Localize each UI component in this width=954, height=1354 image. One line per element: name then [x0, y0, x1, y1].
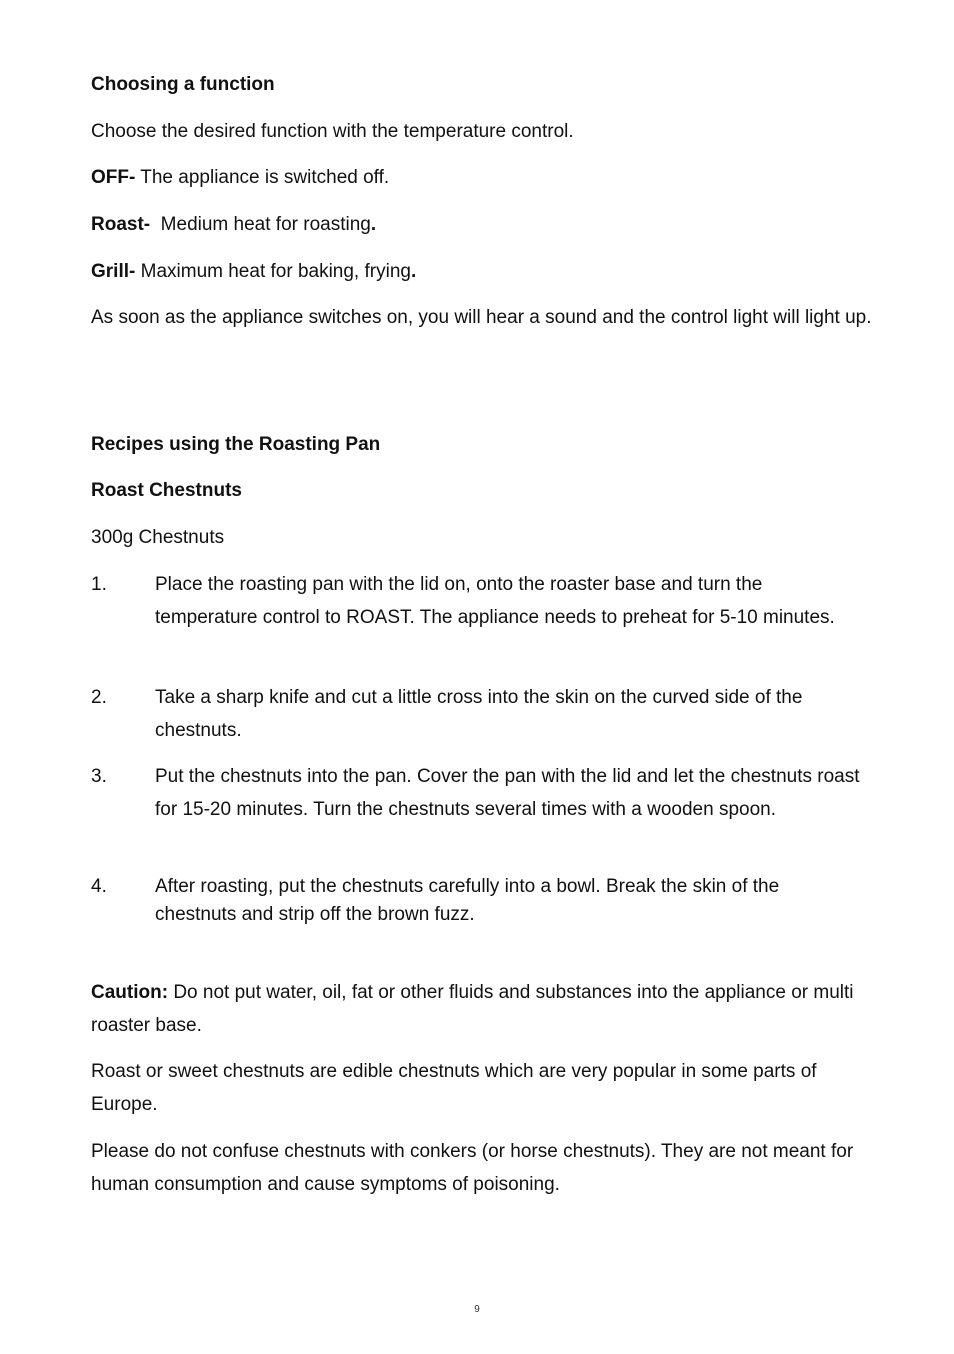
- mode-grill-label: Grill-: [91, 261, 136, 282]
- step-text: Place the roasting pan with the lid on, onto the roaster base and turn the temperature control to ROAST. The appliance needs to preheat for 5-10 minutes.: [155, 574, 835, 628]
- step-text: Take a sharp knife and cut a little cross into the skin on the curved side of the chestnuts.: [155, 687, 803, 741]
- step-number: 4.: [91, 876, 107, 897]
- mode-off: [91, 161, 876, 194]
- caution-text: Do not put water, oil, fat or other fluids and substances into the appliance or multi roaster base.: [91, 982, 854, 1036]
- mode-off-text: The appliance is switched off.: [135, 167, 390, 188]
- mode-grill: [91, 255, 876, 288]
- step-text: Put the chestnuts into the pan. Cover the pan with the lid and let the chestnuts roast for 15-20 minutes. Turn the chestnuts several times with a wooden spoon.: [155, 766, 860, 820]
- ingredient-line: 300g Chestnuts: [91, 527, 225, 548]
- section-heading-recipes: Recipes using the Roasting Pan: [91, 434, 381, 455]
- info-paragraph: Please do not confuse chestnuts with conkers (or horse chestnuts). They are not meant for human consumption and cause symptoms of poisoning.: [91, 1141, 854, 1195]
- step-number: 2.: [91, 687, 107, 708]
- step-text: After roasting, put the chestnuts carefully into a bowl. Break the skin of the chestnuts and strip off the brown fuzz.: [155, 876, 780, 925]
- switch-on-note: As soon as the appliance switches on, you will hear a sound and the control light will light up.: [91, 307, 872, 328]
- mode-roast: [91, 208, 876, 241]
- mode-off-label: OFF-: [91, 167, 136, 188]
- caution-paragraph: [91, 976, 876, 1042]
- mode-grill-text: Maximum heat for baking, frying: [135, 261, 411, 282]
- caution-label: Caution:: [91, 982, 169, 1003]
- info-paragraph: Roast or sweet chestnuts are edible chestnuts which are very popular in some parts of Europe.: [91, 1061, 817, 1115]
- step-number: 3.: [91, 766, 107, 787]
- page-number: 9: [474, 1304, 480, 1315]
- step-number: 1.: [91, 574, 107, 595]
- mode-grill-period: .: [410, 261, 417, 282]
- mode-roast-period: .: [370, 214, 377, 235]
- mode-roast-text: Medium heat for roasting: [150, 214, 371, 235]
- intro-paragraph: Choose the desired function with the temperature control.: [91, 121, 574, 142]
- section-heading-choosing-function: Choosing a function: [91, 74, 275, 95]
- mode-roast-label: Roast-: [91, 214, 151, 235]
- recipe-title: Roast Chestnuts: [91, 480, 242, 501]
